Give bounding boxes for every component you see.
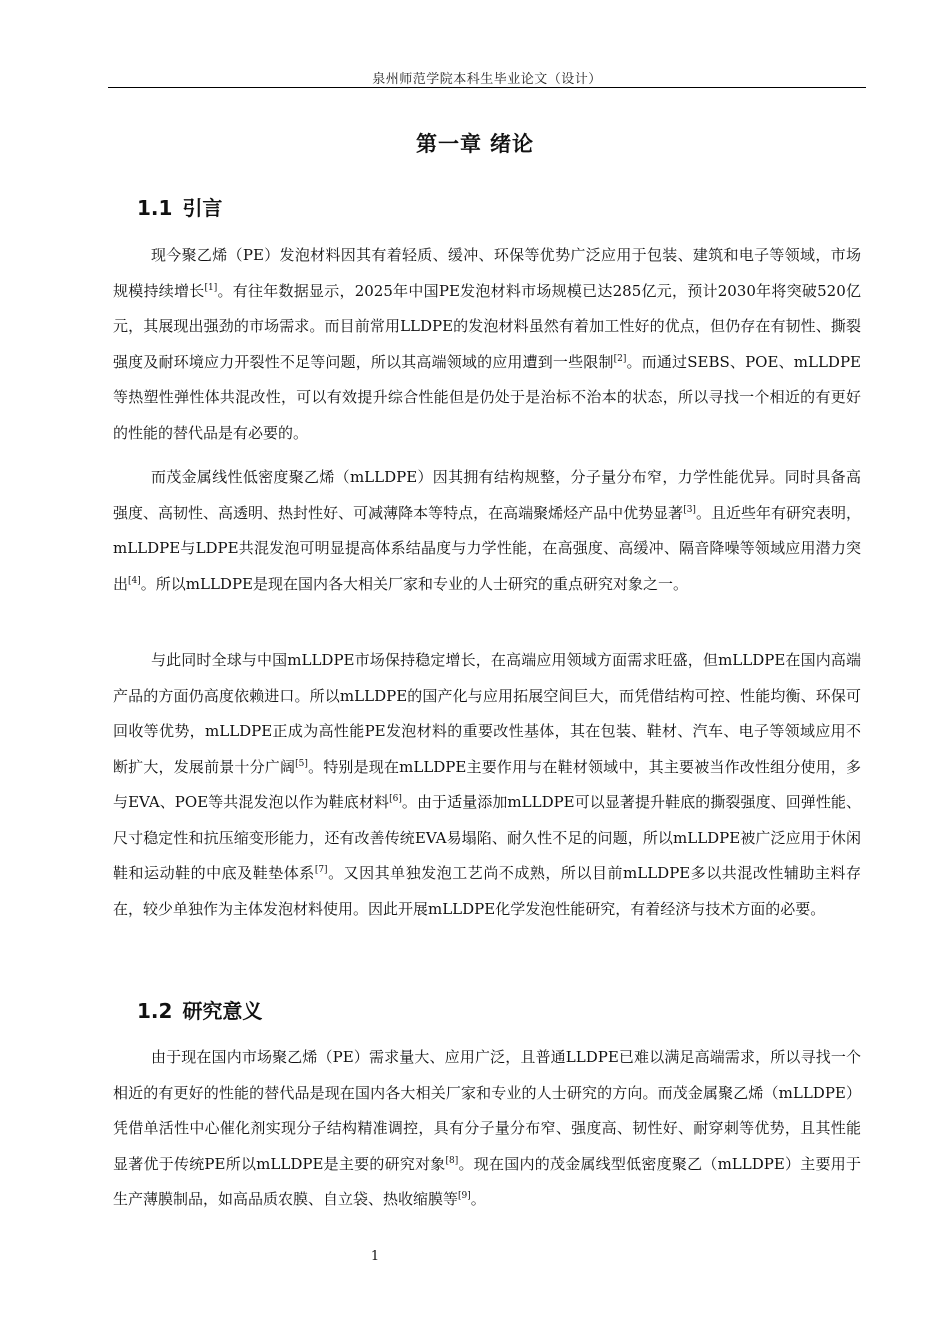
paragraph-text: 而茂金属线性低密度聚乙烯（mLLDPE）因其拥有结构规整，分子量分布窄，力学性能优异。同时具备高强度、高韧性、高透明、热封性好、可减薄降本等特点，在高端聚烯烃产品中优势显著 bbox=[113, 468, 861, 522]
citation-marker: [6] bbox=[389, 794, 402, 804]
section-heading-1-1 bbox=[137, 192, 222, 221]
paragraph-text: 与此同时全球与中国mLLDPE市场保持稳定增长，在高端应用领域方面需求旺盛，但mLLDPE在国内高端产品的方面仍高度依赖进口。所以mLLDPE的国产化与应用拓展空间巨大，而凭借结构可控、性能均衡、环保可回收等优势，mLLDPE正成为高性能PE发泡材料的重要改性基体，其在包装、鞋材、汽车、电子等领域应用不断扩大，发展前景十分广阔 bbox=[113, 651, 861, 776]
section-number: 1.2 bbox=[137, 999, 173, 1023]
citation-marker: [7] bbox=[314, 865, 328, 875]
paragraph bbox=[113, 643, 861, 927]
paragraph-text: 。有往年数据显示，2025年中国PE发泡材料市场规模已达285亿元，预计2030年将突破520亿元，其展现出强劲的市场需求。而目前常用LLDPE的发泡材料虽然有着加工性好的优点，但仍存在有韧性、撕裂强度及耐环境应力开裂性不足等问题，所以其高端领域的应用遭到一些限制 bbox=[113, 281, 861, 371]
paragraph-text: 现今聚乙烯（PE）发泡材料因其有着轻质、缓冲、环保等优势广泛应用于包装、建筑和电子等领域，市场规模持续增长 bbox=[113, 246, 861, 300]
paragraph-text: 由于现在国内市场聚乙烯（PE）需求量大、应用广泛，且普通LLDPE已难以满足高端需求，所以寻找一个相近的有更好的性能的替代品是现在国内各大相关厂家和专业的人士研究的方向。而茂金属聚乙烯（mLLDPE）凭借单活性中心催化剂实现分子结构精准调控，具有分子量分布窄、强度高、韧性好、耐穿刺等优势，且其性能显著优于传统PE所以mLLDPE是主要的研究对象 bbox=[113, 1048, 861, 1173]
paragraph-text: 。且近些年有研究表明，mLLDPE与LDPE共混发泡可明显提高体系结晶度与力学性能，在高强度、高缓冲、隔音降噪等领域应用潜力突出 bbox=[113, 503, 861, 593]
section-heading-1-2 bbox=[137, 995, 262, 1024]
paragraph-text: 。而通过SEBS、POE、mLLDPE等热塑性弹性体共混改性，可以有效提升综合性能但是仍处于是治标不治本的状态，所以寻找一个相近的有更好的性能的替代品是有必要的。 bbox=[113, 352, 861, 442]
page-number: 1 bbox=[370, 1249, 380, 1264]
citation-marker: [5] bbox=[295, 758, 308, 769]
paragraph-text: 。 bbox=[470, 1190, 486, 1208]
citation-marker: [1] bbox=[204, 282, 218, 293]
paragraph-text: 。由于适量添加mLLDPE可以显著提升鞋底的撕裂强度、回弹性能、尺寸稳定性和抗压缩变形能力，还有改善传统EVA易塌陷、耐久性不足的问题，所以mLLDPE被广泛应用于休闲鞋和运动鞋的中底及鞋垫体系 bbox=[113, 793, 861, 882]
paragraph bbox=[113, 1040, 861, 1218]
chapter-number: 第一章 bbox=[416, 132, 482, 156]
section-number: 1.1 bbox=[137, 196, 173, 220]
paragraph bbox=[113, 460, 861, 602]
paragraph-text: 。现在国内的茂金属线型低密度聚乙（mLLDPE）主要用于生产薄膜制品，如高品质农膜、自立袋、热收缩膜等 bbox=[113, 1154, 861, 1208]
chapter-name: 绪论 bbox=[490, 132, 534, 156]
citation-marker: [2] bbox=[613, 353, 627, 364]
citation-marker: [9] bbox=[458, 1191, 471, 1201]
section-title: 研究意义 bbox=[182, 999, 263, 1023]
paragraph-text: 。特别是现在mLLDPE主要作用与在鞋材领域中，其主要被当作改性组分使用，多与EVA、POE等共混发泡以作为鞋底材料 bbox=[113, 757, 861, 811]
citation-marker: [4] bbox=[128, 575, 141, 586]
section-title: 引言 bbox=[182, 196, 223, 220]
citation-marker: [3] bbox=[683, 504, 696, 515]
header-rule bbox=[108, 87, 866, 88]
paragraph bbox=[113, 238, 861, 451]
paragraph-text: 。又因其单独发泡工艺尚不成熟，所以目前mLLDPE多以共混改性辅助主料存在，较少单独作为主体发泡材料使用。因此开展mLLDPE化学发泡性能研究，有着经济与技术方面的必要。 bbox=[113, 864, 861, 918]
chapter-title bbox=[0, 128, 950, 158]
paragraph-text: 。所以mLLDPE是现在国内各大相关厂家和专业的人士研究的重点研究对象之一。 bbox=[140, 574, 688, 593]
running-header: 泉州师范学院本科生毕业论文（设计） bbox=[372, 72, 602, 87]
citation-marker: [8] bbox=[445, 1155, 459, 1166]
